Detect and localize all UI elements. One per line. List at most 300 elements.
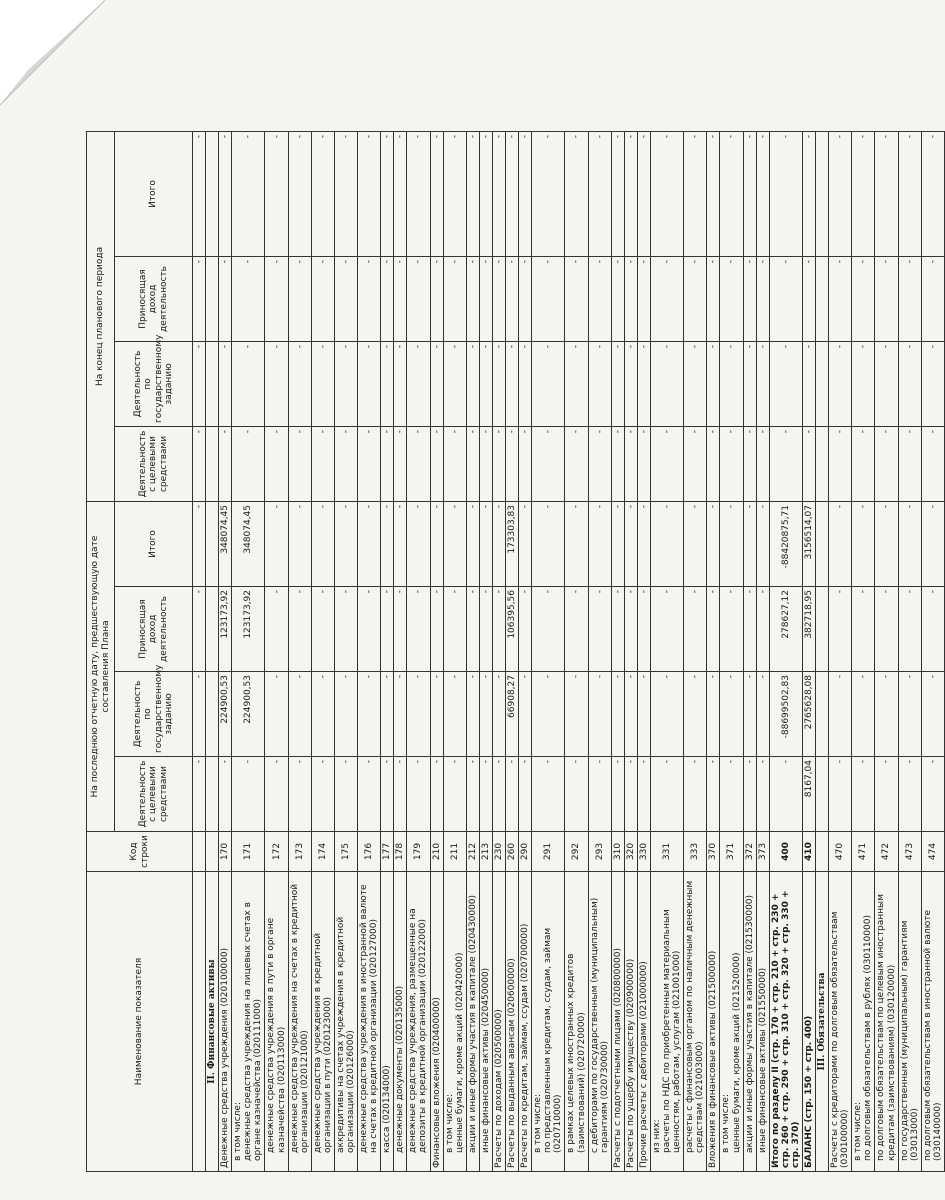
value-cell: - [684,587,707,672]
row-code: 310 [611,832,624,872]
value-cell: - [506,256,519,341]
value-cell: - [532,757,565,832]
value-cell: - [921,501,944,586]
value-cell: - [875,757,898,832]
value-cell: - [720,131,743,256]
value-cell: - [611,757,624,832]
value-cell: - [506,426,519,501]
value-cell: - [492,501,505,586]
value-cell: - [532,587,565,672]
row-name: иные финансовые активы (021550000) [756,872,769,1172]
value-cell [816,501,829,586]
value-cell: - [519,426,532,501]
table-row [921,131,944,1171]
row-code: 177 [381,832,394,872]
value-cell: - [334,256,357,341]
value-cell: - [394,757,407,832]
table-row [769,131,802,1171]
value-cell: - [684,501,707,586]
value-cell: - [624,587,637,672]
row-code [193,832,206,872]
value-cell: - [311,757,334,832]
row-code: 373 [756,832,769,872]
value-cell: - [311,256,334,341]
header-income-end: Приносящая доход деятельность [115,256,193,341]
value-cell: - [479,587,492,672]
value-cell [206,131,219,256]
value-cell: - [611,256,624,341]
value-cell: - [288,587,311,672]
value-cell: - [532,426,565,501]
row-code: 410 [802,832,815,872]
table-row [206,131,219,1171]
value-cell: - [802,256,815,341]
row-name: Расчеты по доходам (020500000) [492,872,505,1172]
value-cell [816,341,829,426]
value-cell: - [334,501,357,586]
table-row [288,131,311,1171]
value-cell: - [921,757,944,832]
row-name [193,872,206,1172]
value-cell: - [921,131,944,256]
row-code: 176 [358,832,381,872]
table-row [492,131,505,1171]
value-cell: - [532,501,565,586]
row-name: денежные средства учреждения в кредитной организации в пути (020123000) [311,872,334,1172]
value-cell: - [624,757,637,832]
value-cell: - [624,672,637,757]
value-cell: - [193,672,206,757]
row-name: в том числе: денежные средства учреждения на лицевых счетах в органе казначейства (020111000) [232,872,265,1172]
header-name: Наименование показателя [87,872,193,1172]
value-cell: - [720,757,743,832]
value-cell: - [684,131,707,256]
value-cell: - [265,757,288,832]
value-cell: - [743,131,756,256]
value-cell: - [358,757,381,832]
value-cell: 173303,83 [506,501,519,586]
value-cell: - [565,256,588,341]
table-row [381,131,394,1171]
row-name: касса (020134000) [381,872,394,1172]
value-cell: - [720,672,743,757]
value-cell: - [743,757,756,832]
value-cell: - [232,256,265,341]
value-cell: - [624,131,637,256]
value-cell: - [479,672,492,757]
value-cell: - [466,587,479,672]
table-row [394,131,407,1171]
value-cell: - [430,426,443,501]
value-cell: - [492,426,505,501]
table-row [532,131,565,1171]
row-code: 260 [506,832,519,872]
value-cell: - [588,757,611,832]
table-row [407,131,430,1171]
table-row [611,131,624,1171]
value-cell: - [311,501,334,586]
value-cell: - [565,131,588,256]
value-cell: - [219,256,232,341]
value-cell: - [506,757,519,832]
value-cell: - [265,587,288,672]
value-cell: - [466,672,479,757]
value-cell: - [875,587,898,672]
value-cell: - [466,501,479,586]
value-cell: - [407,131,430,256]
value-cell: - [921,341,944,426]
row-name: по государственным (муниципальным) гарантиям (03013000) [898,872,921,1172]
value-cell: - [358,672,381,757]
row-name: по долговым обязательствам по целевым иностранным кредитам (заимствованиям) (030120000) [875,872,898,1172]
row-name: Прочие расчеты с дебиторами (021000000) [637,872,650,1172]
value-cell: - [802,131,815,256]
value-cell: - [769,341,802,426]
value-cell: - [311,341,334,426]
value-cell [816,757,829,832]
value-cell: - [611,672,624,757]
value-cell: - [492,587,505,672]
value-cell: - [829,501,852,586]
value-cell: - [743,501,756,586]
value-cell: - [743,426,756,501]
value-cell: - [430,672,443,757]
value-cell: - [829,587,852,672]
value-cell: - [898,131,921,256]
value-cell: - [743,256,756,341]
value-cell: 382718,95 [802,587,815,672]
value-cell: - [921,426,944,501]
value-cell: - [381,587,394,672]
value-cell: - [479,501,492,586]
value-cell: - [684,757,707,832]
value-cell: - [232,341,265,426]
value-cell: - [381,341,394,426]
value-cell: - [443,426,466,501]
header-total-end: Итого [115,131,193,256]
table-row [193,131,206,1171]
value-cell: - [802,426,815,501]
value-cell: - [288,131,311,256]
value-cell: - [756,501,769,586]
row-code: 211 [443,832,466,872]
value-cell: - [707,426,720,501]
row-code: 372 [743,832,756,872]
row-name: из них: расчеты по НДС по приобретенным материальным ценностям, работам, услугам (021001000) [650,872,683,1172]
value-cell: - [743,587,756,672]
value-cell: - [519,341,532,426]
value-cell: - [802,341,815,426]
row-code: 473 [898,832,921,872]
value-cell: - [707,672,720,757]
value-cell: - [875,426,898,501]
table-row [816,131,829,1171]
value-cell: - [650,587,683,672]
row-code: 320 [624,832,637,872]
header-targeted-prev: Деятельность с целевыми средствами [115,757,193,832]
value-cell: - [334,672,357,757]
row-name: с дебиторами по государственным (муниципальным) гарантиям (020730000) [588,872,611,1172]
value-cell: - [852,757,875,832]
value-cell: - [193,131,206,256]
row-code: 370 [707,832,720,872]
value-cell: - [852,672,875,757]
value-cell: - [430,341,443,426]
value-cell: - [756,672,769,757]
header-code: Код строки [87,832,193,872]
row-name: Расчеты с кредиторами по долговым обязательствам (030100000) [829,872,852,1172]
value-cell: - [232,757,265,832]
value-cell: - [232,426,265,501]
row-code: 210 [430,832,443,872]
value-cell: - [407,757,430,832]
value-cell: - [650,501,683,586]
value-cell: - [430,757,443,832]
value-cell: - [288,426,311,501]
value-cell: - [394,672,407,757]
header-total-prev: Итого [115,501,193,586]
value-cell: - [565,672,588,757]
row-name: денежные средства учреждения на счетах в кредитной организации (020121000) [288,872,311,1172]
row-name: в том числе: ценные бумаги, кроме акций (020420000) [443,872,466,1172]
value-cell: - [265,256,288,341]
table-row [684,131,707,1171]
row-name: иные финансовые активы (020450000) [479,872,492,1172]
value-cell: - [684,426,707,501]
value-cell: - [334,757,357,832]
value-cell: - [624,341,637,426]
value-cell: - [588,426,611,501]
value-cell: - [492,256,505,341]
value-cell: - [921,672,944,757]
table-row [506,131,519,1171]
page-corner-fold [0,0,110,110]
value-cell: - [875,501,898,586]
value-cell: - [407,341,430,426]
table-row [637,131,650,1171]
row-name: денежные средства учреждения, размещенные на депозиты в кредитной организации (020122000) [407,872,430,1172]
table-row [430,131,443,1171]
table-row [898,131,921,1171]
value-cell: - [650,131,683,256]
value-cell: 224900,53 [219,672,232,757]
value-cell: - [288,256,311,341]
value-cell: - [769,131,802,256]
value-cell: - [637,501,650,586]
row-code: 213 [479,832,492,872]
row-code: 230 [492,832,505,872]
value-cell [816,672,829,757]
value-cell: - [684,341,707,426]
row-code: 171 [232,832,265,872]
table-row [219,131,232,1171]
value-cell: - [443,672,466,757]
row-code: 333 [684,832,707,872]
value-cell: - [288,341,311,426]
value-cell: - [637,341,650,426]
value-cell: - [565,426,588,501]
value-cell: - [519,587,532,672]
row-name: Расчеты с подотчетными лицами (020800000) [611,872,624,1172]
section-heading: II. Финансовые активы [206,872,219,1172]
row-code: 178 [394,832,407,872]
value-cell: - [430,501,443,586]
row-code: 470 [829,832,852,872]
value-cell: - [479,757,492,832]
table-row [875,131,898,1171]
value-cell: - [407,501,430,586]
value-cell: - [288,757,311,832]
value-cell: - [637,426,650,501]
value-cell: - [720,256,743,341]
value-cell: 123173,92 [232,587,265,672]
row-name: в том числе: по долговым обязательствам в рублях (030110000) [852,872,875,1172]
value-cell: - [193,256,206,341]
table-row [311,131,334,1171]
value-cell: - [193,426,206,501]
row-name: Итого по разделу II (стр. 170 + стр. 210 + стр. 230 + стр. 260 + стр. 290 + стр. 310 + стр. 320 + стр. 330 + стр. 370) [769,872,802,1172]
row-code: 290 [519,832,532,872]
value-cell: - [624,256,637,341]
value-cell: 106395,56 [506,587,519,672]
value-cell: - [407,426,430,501]
value-cell: 123173,92 [219,587,232,672]
row-name: денежные средства учреждения в пути в органе казначейства (020113000) [265,872,288,1172]
value-cell [816,256,829,341]
value-cell: - [479,131,492,256]
value-cell: - [334,426,357,501]
row-name: в том числе: по представленным кредитам, ссудам, займам (020710000) [532,872,565,1172]
value-cell [206,757,219,832]
value-cell: - [565,341,588,426]
value-cell: - [443,587,466,672]
value-cell: - [769,426,802,501]
value-cell: - [193,341,206,426]
value-cell: 2765628,08 [802,672,815,757]
value-cell: - [898,672,921,757]
value-cell [206,426,219,501]
table-row [624,131,637,1171]
value-cell: - [829,757,852,832]
table-row [565,131,588,1171]
value-cell: - [756,131,769,256]
value-cell: - [720,341,743,426]
table-body [193,131,945,1171]
value-cell: - [358,341,381,426]
value-cell: 348074,45 [219,501,232,586]
value-cell: - [519,131,532,256]
value-cell: - [394,501,407,586]
value-cell: - [430,131,443,256]
value-cell: - [650,256,683,341]
value-cell: - [898,341,921,426]
row-code [816,832,829,872]
value-cell: - [265,131,288,256]
row-name: денежные средства учреждения в иностранной валюте на счетах в кредитной организации (020127000) [358,872,381,1172]
value-cell: - [875,131,898,256]
value-cell: - [898,256,921,341]
row-name: денежные документы (020135000) [394,872,407,1172]
value-cell: - [707,256,720,341]
value-cell: - [829,672,852,757]
value-cell: - [743,341,756,426]
value-cell: - [443,501,466,586]
table-row [358,131,381,1171]
value-cell: - [756,587,769,672]
value-cell: - [611,341,624,426]
value-cell: - [334,341,357,426]
value-cell [816,131,829,256]
value-cell: - [898,587,921,672]
value-cell: - [311,131,334,256]
value-cell: - [443,757,466,832]
table-row [443,131,466,1171]
value-cell: - [707,587,720,672]
row-code: 474 [921,832,944,872]
row-name: БАЛАНС (стр. 150 + стр. 400) [802,872,815,1172]
value-cell: - [707,501,720,586]
value-cell: - [311,587,334,672]
section-heading: III. Обязательства [816,872,829,1172]
header-income-prev: Приносящая доход деятельность [115,587,193,672]
table-header [87,131,193,1171]
value-cell: - [637,587,650,672]
value-cell [206,341,219,426]
header-targeted-end: Деятельность с целевыми средствами [115,426,193,501]
value-cell: - [394,426,407,501]
value-cell: - [466,341,479,426]
value-cell: -88420875,71 [769,501,802,586]
value-cell: -88699502,83 [769,672,802,757]
value-cell: - [407,587,430,672]
row-code: 330 [637,832,650,872]
value-cell: - [852,587,875,672]
value-cell: - [334,587,357,672]
row-name: Вложения в финансовые активы (021500000) [707,872,720,1172]
value-cell: - [720,587,743,672]
table-row [720,131,743,1171]
value-cell: - [852,131,875,256]
row-code: 174 [311,832,334,872]
value-cell: - [921,587,944,672]
value-cell: - [492,131,505,256]
value-cell: - [265,341,288,426]
value-cell: - [479,426,492,501]
value-cell: - [288,672,311,757]
row-name: расчеты с финансовым органом по наличным денежным средствам (021003000) [684,872,707,1172]
value-cell: - [637,256,650,341]
value-cell: - [394,131,407,256]
value-cell: 66908,27 [506,672,519,757]
row-name: акции и иные формы участия в капитале (021530000) [743,872,756,1172]
row-name: Расчеты по ущербу имуществу (020900000) [624,872,637,1172]
value-cell: - [588,341,611,426]
table-row [265,131,288,1171]
header-state-prev: Деятельность по государственному заданию [115,672,193,757]
value-cell [206,501,219,586]
row-code: 291 [532,832,565,872]
value-cell: - [898,757,921,832]
table-row [829,131,852,1171]
table-row [479,131,492,1171]
value-cell: 3156514,07 [802,501,815,586]
table-row [334,131,357,1171]
value-cell: - [443,256,466,341]
value-cell: - [193,757,206,832]
value-cell: - [519,501,532,586]
value-cell [816,426,829,501]
value-cell: - [756,757,769,832]
